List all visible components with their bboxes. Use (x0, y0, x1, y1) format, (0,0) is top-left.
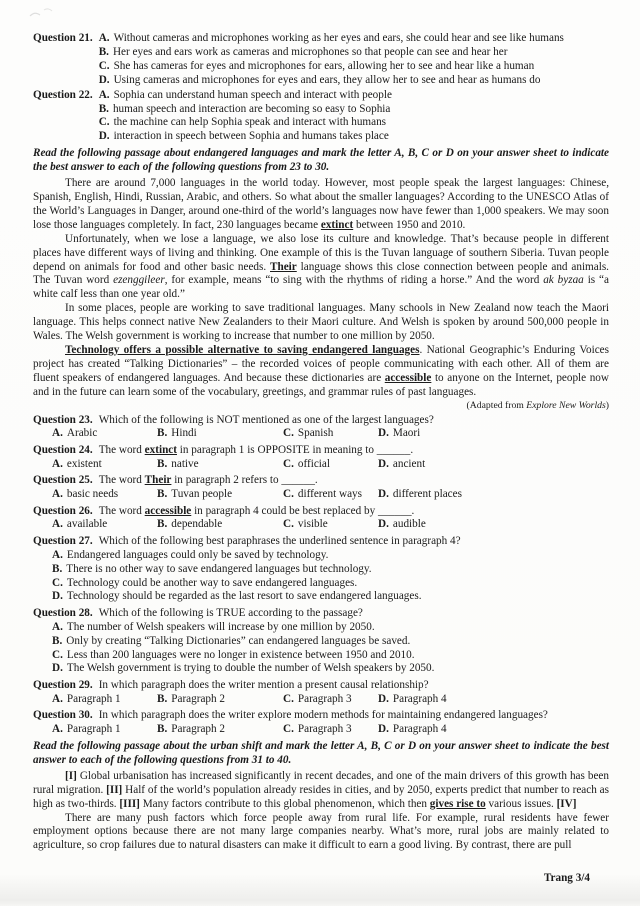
option-c (283, 693, 378, 707)
question-28-label: Question 28. (33, 606, 93, 619)
option-text: Without cameras and microphones working as her eyes and ears, she could hear and see like humans (113, 32, 564, 44)
option-text: Paragraph 1 (66, 692, 121, 705)
question-22-label: Question 22. (33, 88, 93, 101)
option-a (52, 693, 157, 707)
question-stem (33, 607, 609, 621)
option-letter: A. (52, 518, 63, 531)
option-c (283, 458, 378, 472)
option-text: existent (66, 457, 102, 470)
options-row (33, 488, 609, 502)
option-letter: B. (52, 562, 63, 575)
option-letter: B. (157, 692, 168, 705)
option-text: ancient (392, 457, 426, 470)
option-letter: A. (98, 88, 110, 101)
option-b (99, 103, 609, 117)
question-stem (33, 505, 609, 519)
question-25-label: Question 25. (33, 474, 93, 487)
passage-1-paragraph-3: In some places, people are working to save traditional languages. Many schools in New Zealand now teach the Maori language. This helps connect native New Zealanders to their Maori culture. And Welsh is spoken by around 500,000 people in Wales. The Welsh government is working to increase that number to one million by 2050. (33, 302, 609, 343)
option-letter: B. (157, 518, 168, 531)
passage-2-paragraph-1: [I] Global urbanisation has increased significantly in recent decades, and one of the main drivers of this growth has been rural migration. [II] Half of the world’s population already resides in cities, and by 2050, experts predict that number to reach as high as two-thirds. [III] Many factors contribute to this global phenomenon, which then gives rise to various issues. [IV] (33, 769, 609, 810)
option-letter: A. (98, 32, 110, 44)
question-stem (33, 679, 609, 693)
option-letter: C. (283, 692, 294, 705)
option-text: different ways (297, 488, 362, 501)
option-text: Technology could be another way to save endangered languages. (66, 576, 358, 589)
option-c (283, 518, 378, 532)
question-stem (33, 474, 609, 488)
stem-text: The word accessible in paragraph 4 could be best replaced by ______. (98, 504, 415, 517)
question-27 (33, 535, 609, 605)
option-b (33, 635, 609, 649)
option-letter: A. (52, 692, 63, 705)
option-text: Paragraph 1 (66, 723, 121, 736)
option-letter: D. (52, 662, 63, 675)
question-29-label: Question 29. (33, 678, 93, 691)
option-a (33, 549, 609, 563)
question-27-label: Question 27. (33, 534, 93, 547)
option-b (157, 723, 283, 737)
option-letter: C. (283, 427, 294, 440)
option-d (378, 427, 609, 441)
option-text: dependable (171, 518, 223, 531)
option-text: She has cameras for eyes and microphones for ears, allowing her to see and hear like a human (113, 59, 535, 72)
option-d (99, 130, 609, 144)
option-text: Paragraph 2 (171, 692, 226, 705)
passage-1-paragraph-2: Unfortunately, when we lose a language, we also lose its culture and knowledge. That’s because people in different places have different ways of living and thinking. One example of this is the Tuvan language of southern Siberia. Tuvan people depend on animals for food and other basic needs. Their language shows this close connection between people and animals. The Tuvan word ezenggileer, for example, means “to sing with the rhythms of riding a horse.” And the word ak byzaa is “a white calf less than one year old.” (33, 232, 609, 301)
option-a (52, 723, 157, 737)
question-stem (33, 709, 609, 723)
option-a (52, 458, 157, 472)
question-23-label: Question 23. (33, 413, 93, 426)
option-text: available (66, 518, 108, 531)
option-c (283, 427, 378, 441)
option-a (52, 427, 157, 441)
passage-1-paragraph-1: There are around 7,000 languages in the world today. However, most people speak the largest languages: Chinese, Spanish, English, Hindi, Russian, Arabic, and others. So what about the smaller languages? According to the UNESCO Atlas of the World’s Languages in Danger, around one-third of the world’s languages now have fewer than 1,000 speakers. We may soon lose those languages completely. In fact, 230 languages became extinct between 1950 and 2010. (33, 177, 609, 231)
option-c (283, 488, 378, 502)
question-30-label: Question 30. (33, 709, 93, 722)
option-c (283, 723, 378, 737)
option-a (99, 89, 609, 103)
option-b (157, 518, 283, 532)
options-row (33, 723, 609, 737)
option-letter: A. (52, 427, 63, 440)
option-letter: B. (157, 457, 168, 470)
passage-2 (33, 770, 609, 853)
stem-text: The word extinct in paragraph 1 is OPPOSITE in meaning to ______. (98, 443, 414, 456)
stem-text: Which of the following best paraphrases the underlined sentence in paragraph 4? (98, 534, 461, 547)
option-letter: B. (157, 488, 168, 501)
question-21-label: Question 21. (33, 32, 93, 44)
option-letter: A. (52, 488, 63, 501)
option-d (378, 488, 609, 502)
option-text: Technology should be regarded as the last resort to save endangered languages. (66, 590, 422, 603)
option-b (157, 458, 283, 472)
option-letter: C. (283, 518, 294, 531)
question-stem (33, 535, 609, 549)
stem-text: In which paragraph does the writer explore modern methods for maintaining endangered languages? (98, 709, 548, 722)
option-b (157, 693, 283, 707)
option-letter: D. (378, 427, 389, 440)
option-text: interaction in speech between Sophia and humans takes place (113, 130, 389, 143)
option-letter: D. (378, 518, 389, 531)
stem-text: Which of the following is NOT mentioned as one of the largest languages? (98, 413, 434, 426)
passage-1 (33, 177, 609, 411)
option-d (33, 590, 609, 604)
option-text: Tuvan people (171, 488, 233, 501)
option-text: Spanish (297, 427, 334, 440)
option-text: audible (392, 518, 426, 531)
option-text: Only by creating “Talking Dictionaries” can endangered languages be saved. (66, 634, 411, 647)
question-stem (33, 414, 609, 428)
question-22-options (99, 89, 609, 145)
option-letter: B. (98, 45, 109, 58)
option-c (33, 577, 609, 591)
options-row (33, 458, 609, 472)
option-d (378, 723, 609, 737)
question-21 (33, 32, 609, 88)
option-letter: D. (378, 692, 389, 705)
stem-text: In which paragraph does the writer mention a present causal relationship? (98, 678, 429, 691)
option-b (33, 563, 609, 577)
option-letter: A. (52, 620, 63, 633)
passage-2-instruction: Read the following passage about the urban shift and mark the letter A, B, C or D on your answer sheet to indicate the best answer to each of the following questions from 31 to 40. (33, 740, 609, 766)
passage-1-source: (Adapted from Explore New Worlds) (466, 399, 609, 411)
option-a (52, 518, 157, 532)
option-b (157, 488, 283, 502)
option-letter: D. (98, 73, 110, 86)
stem-text: Which of the following is TRUE according to the passage? (98, 606, 363, 619)
option-text: The Welsh government is trying to double the number of Welsh speakers by 2050. (66, 662, 435, 675)
page-number: Trang 3/4 (543, 872, 590, 885)
passage-1-instruction: Read the following passage about endangered languages and mark the letter A, B, C or D on your answer sheet to indicate the best answer to each of the following questions from 23 to 30. (33, 147, 609, 174)
option-text: the machine can help Sophia speak and interact with humans (113, 116, 387, 129)
option-letter: D. (378, 457, 389, 470)
option-letter: D. (52, 590, 63, 603)
option-text: Maori (392, 427, 421, 440)
option-text: Endangered languages could only be saved by technology. (66, 548, 329, 561)
option-letter: C. (283, 488, 294, 501)
option-text: Paragraph 4 (392, 692, 447, 705)
option-a (52, 488, 157, 502)
option-text: Less than 200 languages were no longer in existence between 1950 and 2010. (66, 648, 415, 661)
option-letter: A. (52, 548, 63, 561)
option-c (99, 116, 609, 130)
option-letter: B. (98, 102, 109, 115)
passage-2-paragraph-2: There are many push factors which force people away from rural life. For example, rural residents have fewer employment options because there are not many large companies nearby. What’s more, rural jobs are mainly related to agriculture, so crop failures due to natural disasters can make it difficult to earn a good living. By contrast, there are pull (33, 811, 609, 852)
option-text: Paragraph 3 (297, 723, 352, 736)
question-stem (33, 444, 609, 458)
option-text: Arabic (66, 427, 98, 440)
option-letter: C. (98, 59, 110, 72)
option-b (157, 427, 283, 441)
option-a (33, 621, 609, 635)
question-23 (33, 414, 609, 442)
option-text: native (171, 457, 199, 470)
question-25 (33, 474, 609, 502)
question-21-options (99, 32, 609, 88)
question-28 (33, 607, 609, 677)
option-text: Paragraph 3 (297, 692, 352, 705)
option-d (378, 458, 609, 472)
pencil-mark (28, 6, 62, 20)
option-text: There is no other way to save endangered languages but technology. (66, 562, 372, 575)
options-row (33, 693, 609, 707)
option-text: different places (392, 488, 462, 501)
question-29 (33, 679, 609, 707)
option-d (378, 518, 609, 532)
option-letter: A. (52, 723, 63, 736)
question-22 (33, 89, 609, 145)
option-letter: D. (378, 488, 389, 501)
option-letter: C. (52, 648, 63, 661)
option-letter: A. (52, 457, 63, 470)
option-d (33, 662, 609, 676)
question-26-label: Question 26. (33, 504, 93, 517)
option-text: The number of Welsh speakers will increase by one million by 2050. (66, 620, 375, 633)
option-letter: C. (283, 723, 294, 736)
question-26 (33, 505, 609, 533)
option-letter: D. (98, 130, 110, 143)
option-text: Using cameras and microphones for eyes and ears, they allow her to see and hear as humans do (113, 73, 541, 86)
option-a (99, 32, 609, 46)
passage-1-paragraph-4: Technology offers a possible alternative to saving endangered languages. National Geographic’s Enduring Voices project has created “Talking Dictionaries” – the recorded voices of people communicating with each other. All of them are fluent speakers of endangered languages. And because these dictionaries are accessible to anyone on the Internet, people now and in the future can learn some of the vocabulary, greetings, and grammar rules of past languages. (33, 343, 609, 398)
option-text: Sophia can understand human speech and interact with people (113, 88, 392, 101)
option-text: Her eyes and ears work as cameras and microphones so that people can see and hear her (112, 45, 508, 58)
option-text: Paragraph 2 (171, 723, 226, 736)
option-b (99, 46, 609, 60)
option-letter: D. (378, 723, 389, 736)
option-d (99, 74, 609, 88)
options-row (33, 427, 609, 441)
option-letter: C. (98, 116, 110, 129)
option-letter: C. (52, 576, 63, 589)
option-text: Hindi (171, 427, 197, 440)
question-24 (33, 444, 609, 472)
option-letter: B. (157, 427, 168, 440)
option-letter: B. (52, 634, 63, 647)
option-c (33, 649, 609, 663)
option-text: basic needs (66, 488, 119, 501)
question-30 (33, 709, 609, 737)
option-text: human speech and interaction are becoming so easy to Sophia (112, 102, 391, 115)
option-c (99, 60, 609, 74)
stem-text: The word Their in paragraph 2 refers to ______. (98, 474, 318, 487)
option-text: Paragraph 4 (392, 723, 447, 736)
option-text: visible (297, 518, 328, 531)
options-row (33, 518, 609, 532)
option-text: official (297, 457, 330, 470)
question-24-label: Question 24. (33, 443, 93, 456)
option-letter: C. (283, 457, 294, 470)
option-d (378, 693, 609, 707)
option-letter: B. (157, 723, 168, 736)
